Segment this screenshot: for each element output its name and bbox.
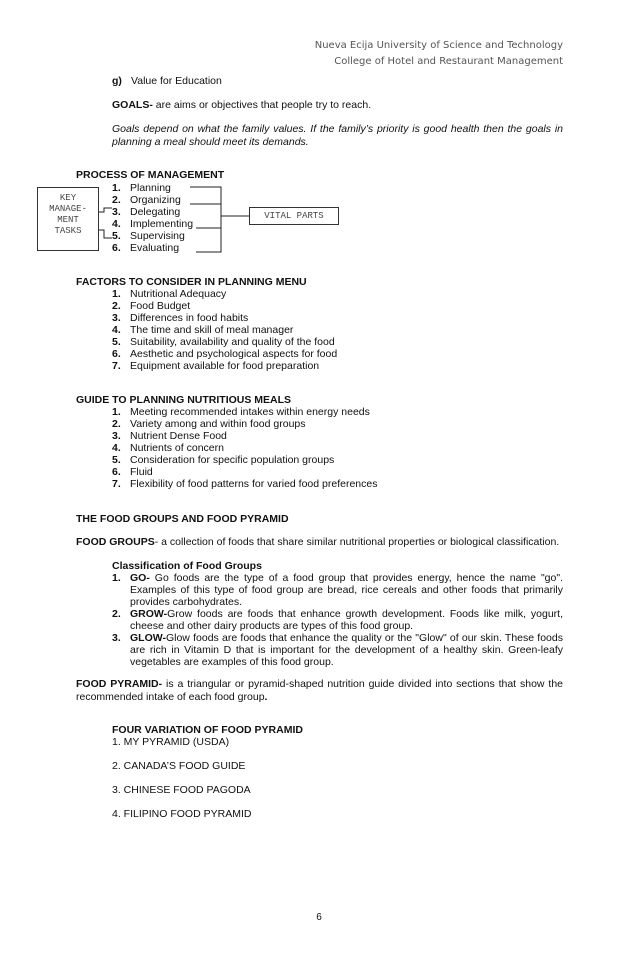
step-number: 5.	[112, 230, 121, 242]
list-item	[112, 418, 377, 430]
variation-item: 2. CANADA’S FOOD GUIDE	[112, 760, 246, 772]
item-number: 3.	[112, 312, 121, 324]
goals-term: GOALS-	[112, 99, 153, 111]
list-item	[112, 218, 193, 230]
item-text: Nutrients of concern	[130, 442, 224, 454]
list-item	[112, 360, 337, 372]
class-text	[130, 632, 563, 668]
key-box-line: TASKS	[54, 226, 82, 236]
item-number: 6.	[112, 348, 121, 360]
item-text: The time and skill of meal manager	[130, 324, 294, 336]
class-text	[130, 572, 563, 608]
class-text	[130, 608, 563, 632]
list-item	[112, 442, 377, 454]
step-text: Supervising	[130, 230, 185, 242]
list-item	[112, 242, 193, 254]
item-text: Meeting recommended intakes within energy needs	[130, 406, 370, 418]
guide-list	[112, 406, 377, 490]
list-item	[112, 608, 563, 632]
list-item	[112, 288, 337, 300]
step-number: 1.	[112, 182, 121, 194]
list-item	[112, 454, 377, 466]
list-item	[112, 324, 337, 336]
item-text: Flexibility of food patterns for varied food preferences	[130, 478, 378, 490]
list-item	[112, 206, 193, 218]
step-number: 6.	[112, 242, 121, 254]
key-box-line: KEY	[59, 193, 77, 203]
key-box-line: MENT	[57, 215, 79, 225]
variation-item: 1. MY PYRAMID (USDA)	[112, 736, 230, 748]
section-title-food-groups: THE FOOD GROUPS AND FOOD PYRAMID	[76, 513, 289, 525]
item-text: Equipment available for food preparation	[130, 360, 320, 372]
food-pyramid-def: is a triangular or pyramid-shaped nutrition guide divided into sections that show the recommended intake of each food group	[76, 678, 564, 703]
item-text: Nutrient Dense Food	[130, 430, 227, 442]
list-item	[112, 300, 337, 312]
list-item	[112, 312, 337, 324]
item-number: 1.	[112, 572, 121, 584]
section-title-guide: GUIDE TO PLANNING NUTRITIOUS MEALS	[76, 394, 292, 406]
item-text: Food Budget	[130, 300, 191, 312]
list-item	[112, 406, 377, 418]
food-groups-def: - a collection of foods that share similar nutritional properties or biological classification.	[154, 536, 560, 548]
classification-list	[112, 572, 563, 668]
key-box-line: MANAGE-	[49, 204, 87, 214]
step-number: 3.	[112, 206, 121, 218]
section-title-factors: FACTORS TO CONSIDER IN PLANNING MENU	[76, 276, 307, 288]
item-number: 7.	[112, 478, 121, 490]
class-term: GROW-	[130, 608, 168, 620]
step-text: Planning	[130, 182, 171, 194]
step-number: 4.	[112, 218, 121, 230]
section-title-process: PROCESS OF MANAGEMENT	[76, 169, 225, 181]
list-item	[112, 466, 377, 478]
goals-def: are aims or objectives that people try to reach.	[152, 99, 372, 111]
food-pyramid-term: FOOD PYRAMID-	[76, 678, 163, 690]
item-number: 6.	[112, 466, 121, 478]
step-number: 2.	[112, 194, 121, 206]
item-text: Aesthetic and psychological aspects for food	[130, 348, 338, 360]
class-term: GO-	[130, 572, 150, 584]
vital-parts-box: VITAL PARTS	[249, 207, 339, 225]
step-text: Organizing	[130, 194, 181, 206]
list-item	[112, 430, 377, 442]
item-number: 3.	[112, 632, 121, 644]
item-number: 2.	[112, 300, 121, 312]
class-term: GLOW-	[130, 632, 166, 644]
variation-item: 3. CHINESE FOOD PAGODA	[112, 784, 251, 796]
item-text: Variety among and within food groups	[130, 418, 306, 430]
list-item	[112, 194, 193, 206]
section-title-variations: FOUR VARIATION OF FOOD PYRAMID	[112, 724, 303, 736]
step-text: Implementing	[130, 218, 194, 230]
item-number: 2.	[112, 418, 121, 430]
list-item	[112, 632, 563, 668]
step-text: Delegating	[130, 206, 181, 218]
college-name: College of Hotel and Restaurant Management	[334, 56, 563, 67]
goals-note: Goals depend on what the family values. If the family’s priority is good health then the goals in planning a meal should meet its demands.	[112, 123, 563, 148]
list-item	[112, 348, 337, 360]
item-number: 1.	[112, 288, 121, 300]
item-number: 4.	[112, 442, 121, 454]
process-steps-list	[112, 182, 193, 254]
list-item	[112, 336, 337, 348]
item-text: Fluid	[130, 466, 153, 478]
list-item	[112, 572, 563, 608]
class-desc: Grow foods are foods that enhance growth development. Foods like milk, yogurt, cheese and other dairy products are types of this food group.	[130, 608, 563, 632]
list-item	[112, 230, 193, 242]
item-number: 7.	[112, 360, 121, 372]
item-text: Consideration for specific population groups	[130, 454, 335, 466]
item-number: 5.	[112, 336, 121, 348]
item-text: Nutritional Adequacy	[130, 288, 227, 300]
item-letter: g)	[112, 75, 122, 87]
item-number: 1.	[112, 406, 121, 418]
factors-list	[112, 288, 337, 372]
university-name: Nueva Ecija University of Science and Technology	[314, 40, 563, 51]
food-pyramid-end: .	[264, 691, 268, 703]
item-text: Differences in food habits	[130, 312, 249, 324]
item-number: 4.	[112, 324, 121, 336]
classification-title: Classification of Food Groups	[112, 560, 262, 572]
item-number: 5.	[112, 454, 121, 466]
class-desc: Glow foods are foods that enhance the quality or the "Glow" of our skin. These foods are rich in Vitamin D that is important for the development of a healthy skin. Green-leafy vegetables are examples of this food group.	[130, 632, 563, 668]
food-groups-definition	[76, 536, 559, 548]
list-item	[112, 182, 193, 194]
item-number: 2.	[112, 608, 121, 620]
class-desc: Go foods are the type of a food group that provides energy, hence the name "go". Examples of this type of food group are bread, rice cereals and other foods that primarily provides carbohydrates.	[130, 572, 563, 608]
page-number: 6	[316, 912, 322, 923]
food-pyramid-definition	[76, 678, 563, 704]
item-number: 3.	[112, 430, 121, 442]
item-text: Value for Education	[131, 75, 222, 87]
item-text: Suitability, availability and quality of the food	[130, 336, 335, 348]
step-text: Evaluating	[130, 242, 180, 254]
variation-item: 4. FILIPINO FOOD PYRAMID	[112, 808, 252, 820]
food-groups-term: FOOD GROUPS	[76, 536, 155, 548]
list-item	[112, 478, 377, 490]
